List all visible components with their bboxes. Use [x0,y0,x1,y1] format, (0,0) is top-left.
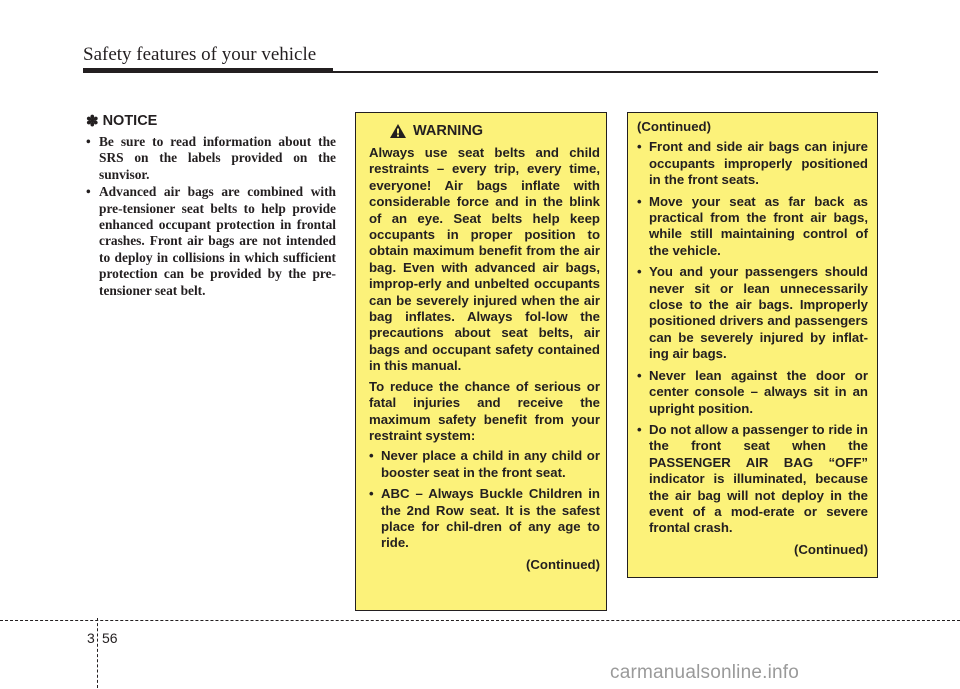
warning-title: WARNING [413,123,484,139]
notice-section [86,112,336,300]
warning-triangle-icon [389,123,407,139]
bullet-icon: • [369,486,374,502]
chapter-number: 3 [87,630,95,646]
header-rule-thick [83,68,333,73]
continued-list-item: • Do not allow a passenger to ride in the front seat when the PASSENGER AIR BAG “OFF” indicator is illuminated, because the air bag will not deploy in the event of a mod-erate or severe frontal crash. [637,421,868,536]
warning-continued: (Continued) [526,556,600,572]
header-rule-thin [333,71,878,73]
watermark: carmanualsonline.info [610,662,800,683]
bullet-icon: • [637,193,642,209]
notice-star-icon: ✽ [86,113,99,130]
continued-panel [627,112,878,578]
bullet-icon: • [86,134,91,149]
warning-paragraph: Always use seat belts and child restraints – every trip, every time, everyone! Air bags inflate with considerable force and in the blink of an eye. Seat belts help keep occupants in proper position to obtain maximum benefit from the air bag. Even with advanced air bags, improp-erly and unbelted occupants can be severely injured when the air bag inflates. Always fol-low the precautions about seat belts, air bags and occupant safety contained in this manual. [369,145,600,374]
continued-list-item: • You and your passengers should never sit or lean unnecessarily close to the air bags. Improperly positioned drivers and passengers can be severely injured by inflat-ing air bags. [637,264,868,362]
notice-item: • Be sure to read information about the SRS on the labels provided on the sunvisor. [86,134,336,182]
bullet-icon: • [637,421,642,437]
bullet-icon: • [637,264,642,280]
continued-list-item: • Move your seat as far back as practical from the front air bags, while still maintaining control of the vehicle. [637,193,868,258]
continued-list [637,139,868,536]
warning-panel [355,112,607,611]
continued-heading: (Continued) [637,119,711,134]
notice-heading [86,112,336,130]
continued-footer: (Continued) [794,541,868,557]
notice-list [86,134,336,299]
page-header-title: Safety features of your vehicle [83,44,317,65]
continued-list-item: • Never lean against the door or center console – always sit in an upright position. [637,367,868,416]
warning-list-item: • Never place a child in any child or booster seat in the front seat. [369,448,600,480]
warning-list [369,448,600,551]
continued-list-item: • Front and side air bags can injure occupants improperly positioned in the front seats. [637,139,868,188]
page-number: 56 [102,630,118,646]
warning-heading [389,123,600,139]
bullet-icon: • [86,184,91,200]
warning-paragraph: To reduce the chance of serious or fatal injuries and receive the maximum safety benefit from your restraint system: [369,378,600,443]
warning-list-item: • ABC – Always Buckle Children in the 2nd Row seat. It is the safest place for chil-dren of any age to ride. [369,486,600,551]
footer-vertical-divider [97,618,99,688]
bullet-icon: • [369,448,374,464]
bullet-icon: • [637,367,642,383]
notice-title: NOTICE [102,113,158,129]
notice-item: • Advanced air bags are combined with pre-tensioner seat belts to help provide enhanced occupant protection in frontal crashes. Front air bags are not intended to deploy in collisions in which sufficient protection can be provided by the pre-tensioner seat belt. [86,184,336,298]
footer-divider [0,620,960,622]
bullet-icon: • [637,139,642,155]
